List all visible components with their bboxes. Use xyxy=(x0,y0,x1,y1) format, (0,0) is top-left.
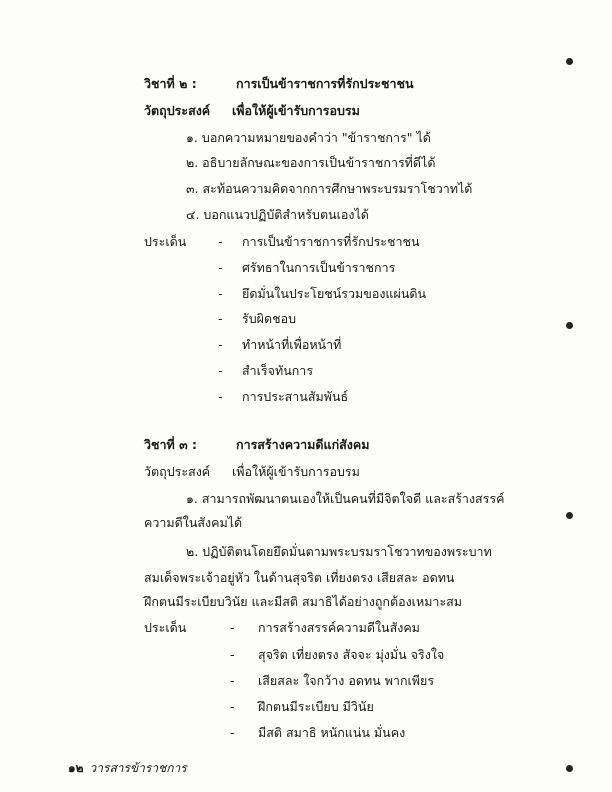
section2-item-2-line-2: สมเด็จพระเจ้าอยู่หัว ในด้านสุจริต เที่ยงตรง เสียสละ อดทน xyxy=(144,570,455,585)
section2-item-1-line-1: ๑. สามารถพัฒนาตนเองให้เป็นคนที่มีจิตใจดี และสร้างสรรค์ xyxy=(186,491,505,506)
section1-item-1: ๑. บอกความหมายของคำว่า "ข้าราชการ" ได้ xyxy=(186,130,431,145)
section2-item-1-line-2: ความดีในสังคมได้ xyxy=(144,515,243,530)
section2-topic-4: ฝึกตนมีระเบียบ มีวินัย xyxy=(258,699,374,714)
section1-item-3: ๓. สะท้อนความคิดจากการศึกษาพระบรมราโชวาทได้ xyxy=(186,181,473,196)
page-number: ๑๒ xyxy=(68,761,84,775)
binding-hole-mark xyxy=(566,58,573,65)
section1-topic-1: การเป็นข้าราชการที่รักประชาชน xyxy=(242,234,420,249)
section2-topic-dash: - xyxy=(230,673,235,688)
footer-title: วารสารข้าราชการ xyxy=(89,761,187,775)
section1-topic-2: ศรัทธาในการเป็นข้าราชการ xyxy=(242,260,396,275)
section1-topic-dash: - xyxy=(218,286,223,301)
section1-topic-dash: - xyxy=(218,389,223,404)
section2-topic-dash: - xyxy=(230,647,235,662)
section1-objective-label: วัตถุประสงค์ xyxy=(144,103,211,118)
section1-title: การเป็นข้าราชการที่รักประชาชน xyxy=(236,76,414,91)
section1-topics-label: ประเด็น xyxy=(144,234,187,249)
section1-topic-4: รับผิดชอบ xyxy=(242,311,297,326)
section1-topic-dash: - xyxy=(218,363,223,378)
section2-item-2-line-3: ฝึกตนมีระเบียบวินัย และมีสติ สมาธิได้อย่างถูกต้องเหมาะสม xyxy=(144,594,463,609)
section2-topic-5: มีสติ สมาธิ หนักแน่น มั่นคง xyxy=(258,725,406,740)
section1-topic-5: ทำหน้าที่เพื่อหน้าที่ xyxy=(242,337,342,352)
section2-topic-dash: - xyxy=(230,725,235,740)
binding-hole-mark xyxy=(566,765,573,772)
section1-topic-6: สำเร็จทันการ xyxy=(242,363,314,378)
section2-title-label: วิชาที่ ๓ : xyxy=(144,437,198,452)
section1-topic-7: การประสานสัมพันธ์ xyxy=(242,389,349,404)
section2-topics-label: ประเด็น xyxy=(144,620,187,635)
section1-item-2: ๒. อธิบายลักษณะของการเป็นข้าราชการที่ดีได้ xyxy=(186,155,436,170)
section2-title: การสร้างความดีแก่สังคม xyxy=(236,437,370,452)
section1-objective: เพื่อให้ผู้เข้ารับการอบรม xyxy=(232,103,360,118)
binding-hole-mark xyxy=(566,512,573,519)
section1-topic-dash: - xyxy=(218,260,223,275)
section1-topic-dash: - xyxy=(218,337,223,352)
section2-topic-2: สุจริต เที่ยงตรง สัจจะ มุ่งมั่น จริงใจ xyxy=(258,647,445,662)
section2-topic-3: เสียสละ ใจกว้าง อดทน พากเพียร xyxy=(258,673,435,688)
section2-objective: เพื่อให้ผู้เข้ารับการอบรม xyxy=(232,464,360,479)
section2-topic-dash: - xyxy=(230,620,235,635)
section2-topic-dash: - xyxy=(230,699,235,714)
section1-title-label: วิชาที่ ๒ : xyxy=(144,76,197,91)
binding-hole-mark xyxy=(566,322,573,329)
page-footer xyxy=(68,760,187,776)
section1-item-4: ๔. บอกแนวปฏิบัติสำหรับตนเองได้ xyxy=(186,207,369,222)
section1-topic-dash: - xyxy=(218,311,223,326)
section2-item-2-line-1: ๒. ปฏิบัติตนโดยยึดมั่นตามพระบรมราโชวาทของพระบาท xyxy=(186,544,492,559)
section1-topic-dash: - xyxy=(218,234,223,249)
section2-objective-label: วัตถุประสงค์ xyxy=(144,464,211,479)
section1-topic-3: ยึดมั่นในประโยชน์รวมของแผ่นดิน xyxy=(242,286,427,301)
section2-topic-1: การสร้างสรรค์ความดีในสังคม xyxy=(258,620,420,635)
